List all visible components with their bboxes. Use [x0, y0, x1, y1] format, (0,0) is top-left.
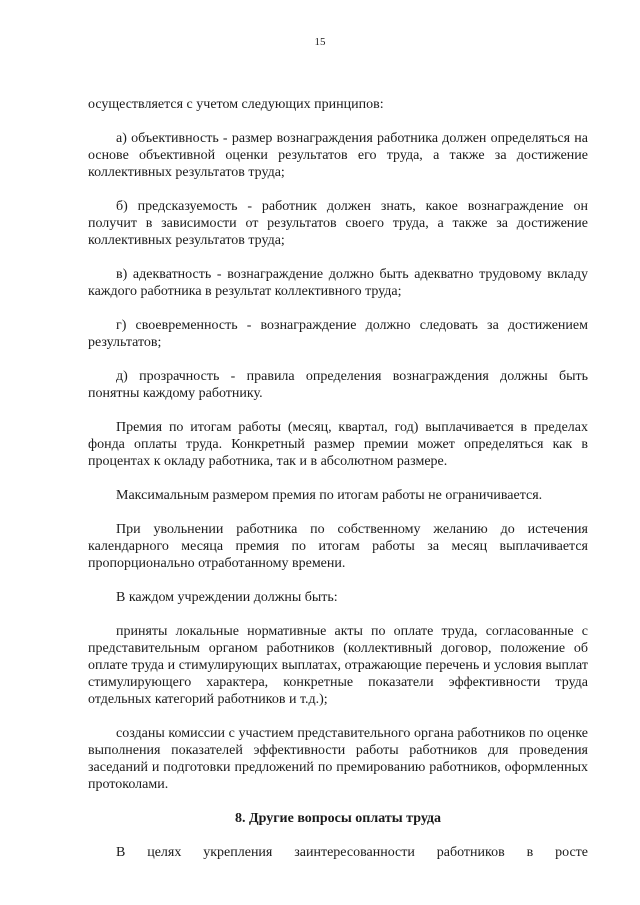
document-body [88, 96, 588, 861]
paragraph-bonus-period: Премия по итогам работы (месяц, квартал, год) выплачивается в пределах фонда оплаты труда. Конкретный размер премии может определяться как в процентах к окладу работника, так и в абсолютном размере. [88, 420, 588, 469]
paragraph-principle-b: б) предсказуемость - работник должен знать, какое вознаграждение он получит в зависимости от результатов своего труда, а также за достижение коллективных результатов труда; [88, 199, 588, 248]
paragraph-bonus-max: Максимальным размером премия по итогам работы не ограничивается. [116, 488, 543, 503]
page-number: 15 [314, 36, 326, 48]
paragraph-requirements: В каждом учреждении должны быть: [116, 590, 338, 605]
paragraph-principle-d: г) своевременность - вознаграждение должно следовать за достижением результатов; [88, 318, 588, 350]
paragraph-dismissal: При увольнении работника по собственному желанию до истечения календарного месяца премия по итогам работы за месяц выплачивается пропорционально отработанному времени. [88, 522, 588, 571]
paragraph-intro: осуществляется с учетом следующих принципов: [88, 97, 384, 112]
paragraph-principle-c: в) адекватность - вознаграждение должно быть адекватно трудовому вкладу каждого работника в результат коллективного труда; [88, 267, 588, 299]
paragraph-principle-e: д) прозрачность - правила определения вознаграждения должны быть понятны каждому работнику. [88, 369, 588, 401]
paragraph-principle-a: а) объективность - размер вознаграждения работника должен определяться на основе объективной оценки результатов его труда, а также за достижение коллективных результатов труда; [88, 131, 588, 180]
paragraph-final-line: В целях укрепления заинтересованности работников в росте [116, 845, 588, 860]
paragraph-commissions: созданы комиссии с участием представительного органа работников по оценке выполнения показателей эффективности работы работников для проведения заседаний и подготовки предложений по премированию работников, оформленных протоколами. [88, 726, 588, 792]
paragraph-local-acts: приняты локальные нормативные акты по оплате труда, согласованные с представительным органом работников (коллективный договор, положение об оплате труда и стимулирующих выплатах, отражающие перечень и условия выплат стимулирующего характера, конкретные показатели эффективности труда отдельных категорий работников и т.д.); [88, 624, 588, 707]
section-heading: 8. Другие вопросы оплаты труда [234, 811, 442, 826]
